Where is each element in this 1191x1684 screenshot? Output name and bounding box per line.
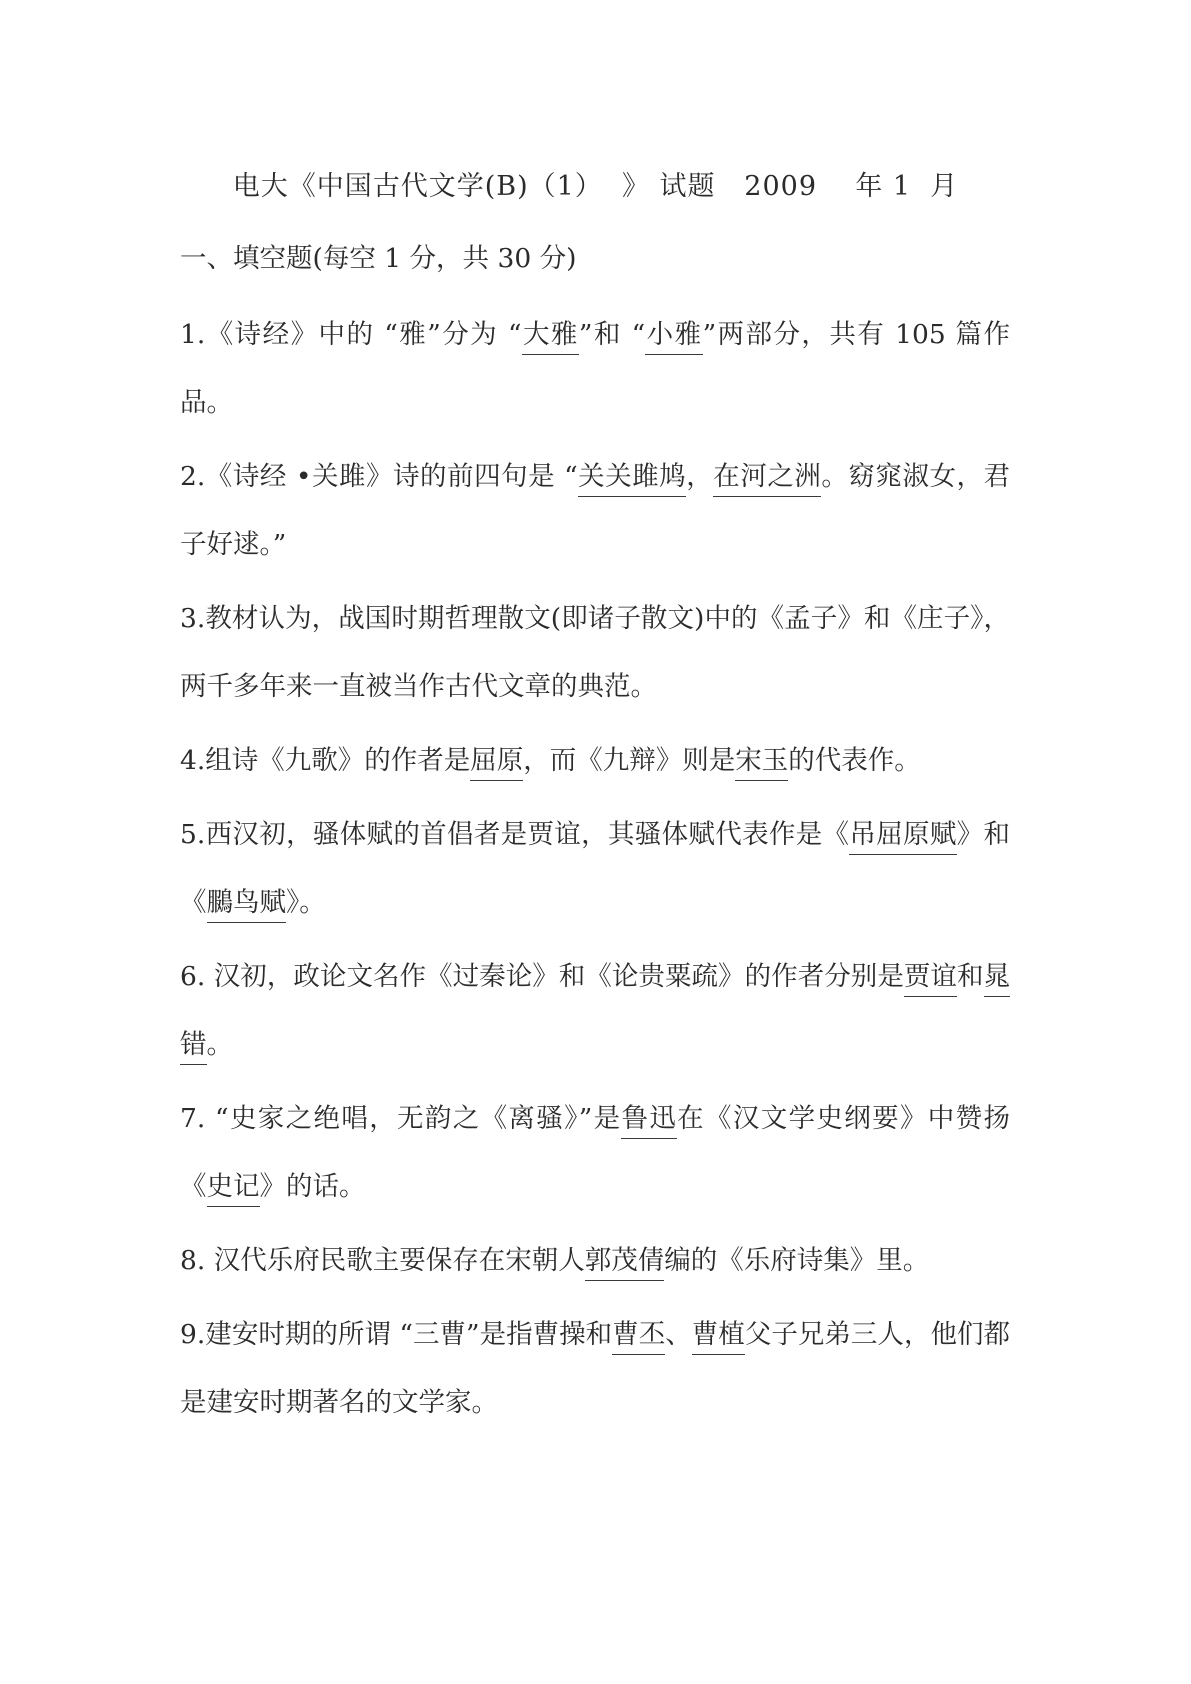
- answer-blank: 郭茂倩: [585, 1245, 665, 1281]
- question-text: 父子兄弟三人，他们都是建安时期著名的文学家。: [180, 1319, 1011, 1418]
- answer-blank: 曹植: [692, 1319, 745, 1355]
- question-text: 和: [956, 961, 984, 992]
- answer-blank: 在河之洲: [713, 461, 821, 497]
- question-text: ，而《九辩》则是: [523, 745, 736, 776]
- question-text: 在《汉文学史纲要》中赞扬《: [180, 1103, 1010, 1202]
- answer-blank: 贾谊: [904, 961, 957, 997]
- question-text: 1.《诗经》中的 “雅”分为 “: [180, 319, 522, 350]
- question-1: [180, 301, 1010, 437]
- question-text: 》和《: [180, 819, 1010, 918]
- question-text: 7. “史家之绝唱，无韵之《离骚》”是: [180, 1103, 622, 1134]
- question-text: 8. 汉代乐府民歌主要保存在宋朝人: [180, 1245, 585, 1276]
- section-heading: 一、填空题(每空 1 分，共 30 分): [180, 243, 577, 274]
- question-4: [180, 727, 1010, 795]
- question-9: [180, 1301, 1010, 1437]
- answer-blank: 小雅: [645, 319, 702, 355]
- question-2: [180, 443, 1010, 579]
- answer-blank: 屈原: [470, 745, 523, 781]
- question-6: [180, 943, 1010, 1079]
- question-text: 4.组诗《九歌》的作者是: [180, 745, 471, 776]
- question-text: 》。: [286, 887, 326, 918]
- answer-blank: 鲁迅: [621, 1103, 677, 1139]
- question-3: 3.教材认为，战国时期哲理散文(即诸子散文)中的《孟子》和《庄子》，两千多年来一直被当作古代文章的典范。: [180, 603, 1010, 702]
- question-text: 编的《乐府诗集》里。: [664, 1245, 930, 1276]
- question-text: 。: [206, 1029, 233, 1060]
- answer-blank: 吊屈原赋: [849, 819, 956, 855]
- question-text: 2.《诗经 •关雎》诗的前四句是 “: [180, 461, 578, 492]
- answer-blank: 大雅: [522, 319, 579, 355]
- question-5: [180, 801, 1010, 937]
- question-text: 9.建安时期的所谓 “三曹”是指曹操和: [180, 1319, 613, 1350]
- question-text: ”和 “: [578, 319, 646, 350]
- answer-blank: 宋玉: [735, 745, 788, 781]
- question-text: 5.西汉初，骚体赋的首倡者是贾谊，其骚体赋代表作是《: [180, 819, 850, 850]
- question-text: 》的话。: [259, 1171, 366, 1202]
- question-text: 、: [665, 1319, 692, 1350]
- question-7: [180, 1085, 1010, 1221]
- document-title: 电大《中国古代文学(B)（1） 》 试题 2009 年 1 月: [232, 171, 959, 202]
- question-text: 6. 汉初，政论文名作《过秦论》和《论贵粟疏》的作者分别是: [180, 961, 904, 992]
- document-body: [180, 225, 1010, 1443]
- answer-blank: 关关雎鸠: [578, 461, 687, 497]
- answer-blank: 史记: [207, 1171, 260, 1207]
- question-text: 。窈窕淑女，君子好逑。”: [180, 461, 1011, 560]
- answer-blank: 鵩鸟赋: [207, 887, 287, 923]
- question-8: [180, 1227, 1010, 1295]
- answer-blank: 曹丕: [612, 1319, 665, 1355]
- question-text: ”两部分，共有 105 篇作品。: [180, 319, 1010, 418]
- question-text: 的代表作。: [788, 745, 921, 776]
- question-text: ，: [686, 461, 714, 492]
- answer-blank: 晁错: [180, 961, 1010, 1065]
